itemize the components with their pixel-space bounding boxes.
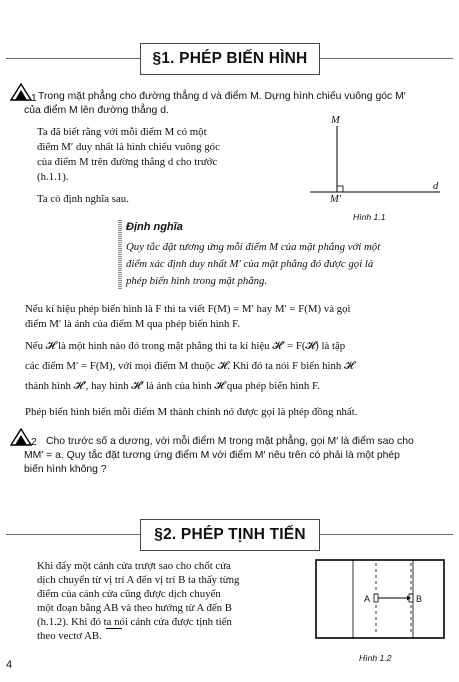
- page-number: 4: [6, 659, 13, 671]
- para4-line5: (h.1.2). Khi đó ta nói cánh cửa được tịnh tiến: [37, 616, 232, 628]
- intro-line4: (h.1.1).: [37, 171, 69, 183]
- intro-line1: Ta đã biết rằng với mỗi điểm M có một: [37, 126, 207, 138]
- intro-define-lead: Ta có định nghĩa sau.: [37, 193, 129, 205]
- figure1-caption: Hình 1.1: [353, 212, 386, 222]
- para4-line3: điểm của cánh cửa cũng được dịch chuyển: [37, 588, 221, 600]
- para4-line6: theo vectơ AB.: [37, 630, 102, 642]
- activity-triangle-icon: [10, 428, 32, 446]
- activity1-line1: Trong mặt phẳng cho đường thẳng d và điểm M. Dựng hình chiếu vuông góc M′: [38, 91, 406, 102]
- intro-line3: của điểm M trên đường thẳng d cho trước: [37, 156, 218, 168]
- para2-line2: các điểm M′ = F(M), với mọi điểm M thuộc 𝓗. Khi đó ta nói F biến hình 𝓗: [25, 360, 354, 372]
- activity2-line2: MM′ = a. Quy tắc đặt tương ứng điểm M với điểm M′ nêu trên có phải là một phép: [24, 450, 400, 461]
- figure-1-1: [300, 112, 450, 212]
- section2-title: §2. PHÉP TỊNH TIẾN: [140, 519, 320, 551]
- section1-title: §1. PHÉP BIẾN HÌNH: [140, 43, 320, 75]
- figure1-label-d: d: [433, 181, 439, 192]
- para2-line3: thành hình 𝓗′, hay hình 𝓗′ là ảnh của hình 𝓗 qua phép biến hình F.: [25, 380, 320, 392]
- para4-line4: một đoạn bằng AB và theo hướng từ A đến B: [37, 602, 232, 614]
- figure1-label-M: M: [331, 115, 340, 126]
- activity1-number: 1: [31, 93, 37, 104]
- activity-triangle-icon: [10, 83, 32, 101]
- right-angle-mark: [337, 186, 343, 192]
- para3-line1: Phép biến hình biến mỗi điểm M thành chính nó được gọi là phép đồng nhất.: [25, 406, 358, 418]
- figure-1-2: [315, 559, 445, 639]
- figure2-caption: Hình 1.2: [359, 653, 392, 663]
- para1-line2: điểm M′ là ảnh của điểm M qua phép biến hình F.: [25, 318, 240, 330]
- definition-line2: điểm xác định duy nhất M′ của mặt phẳng đó được gọi là: [126, 258, 374, 270]
- figure1-label-Mprime: M′: [330, 194, 342, 205]
- intro-line2: điểm M′ duy nhất là hình chiếu vuông góc: [37, 141, 220, 153]
- para4-line1: Khi đẩy một cánh cửa trượt sao cho chốt cửa: [37, 560, 231, 572]
- para1-line1: Nếu kí hiệu phép biến hình là F thì ta viết F(M) = M′ hay M′ = F(M) và gọi: [25, 303, 351, 315]
- definition-line3: phép biến hình trong mặt phẳng.: [126, 275, 268, 287]
- figure2-label-A: A: [364, 594, 371, 604]
- activity2-number: 2: [31, 437, 37, 448]
- activity2-line1: Cho trước số a dương, với mỗi điểm M trong mặt phẳng, gọi M′ là điểm sao cho: [46, 436, 414, 447]
- para2-line1: Nếu 𝓗 là một hình nào đó trong mặt phẳng thì ta kí hiệu 𝓗′ = F(𝓗) là tập: [25, 340, 346, 352]
- activity2-line3: biến hình không ?: [24, 464, 107, 475]
- vector-arrow-overline: [106, 628, 122, 629]
- door-frame: [316, 560, 444, 638]
- activity1-line2: của điểm M lên đường thẳng d.: [24, 105, 169, 116]
- definition-line1: Quy tắc đặt tương ứng mỗi điểm M của mặt phẳng với một: [126, 241, 381, 253]
- figure2-label-B: B: [416, 594, 423, 604]
- definition-title: Định nghĩa: [126, 221, 183, 233]
- para4-line2: dịch chuyển từ vị trí A đến vị trí B ta thấy từng: [37, 574, 240, 586]
- latch-A: [374, 594, 378, 602]
- definition-bar: [118, 219, 122, 289]
